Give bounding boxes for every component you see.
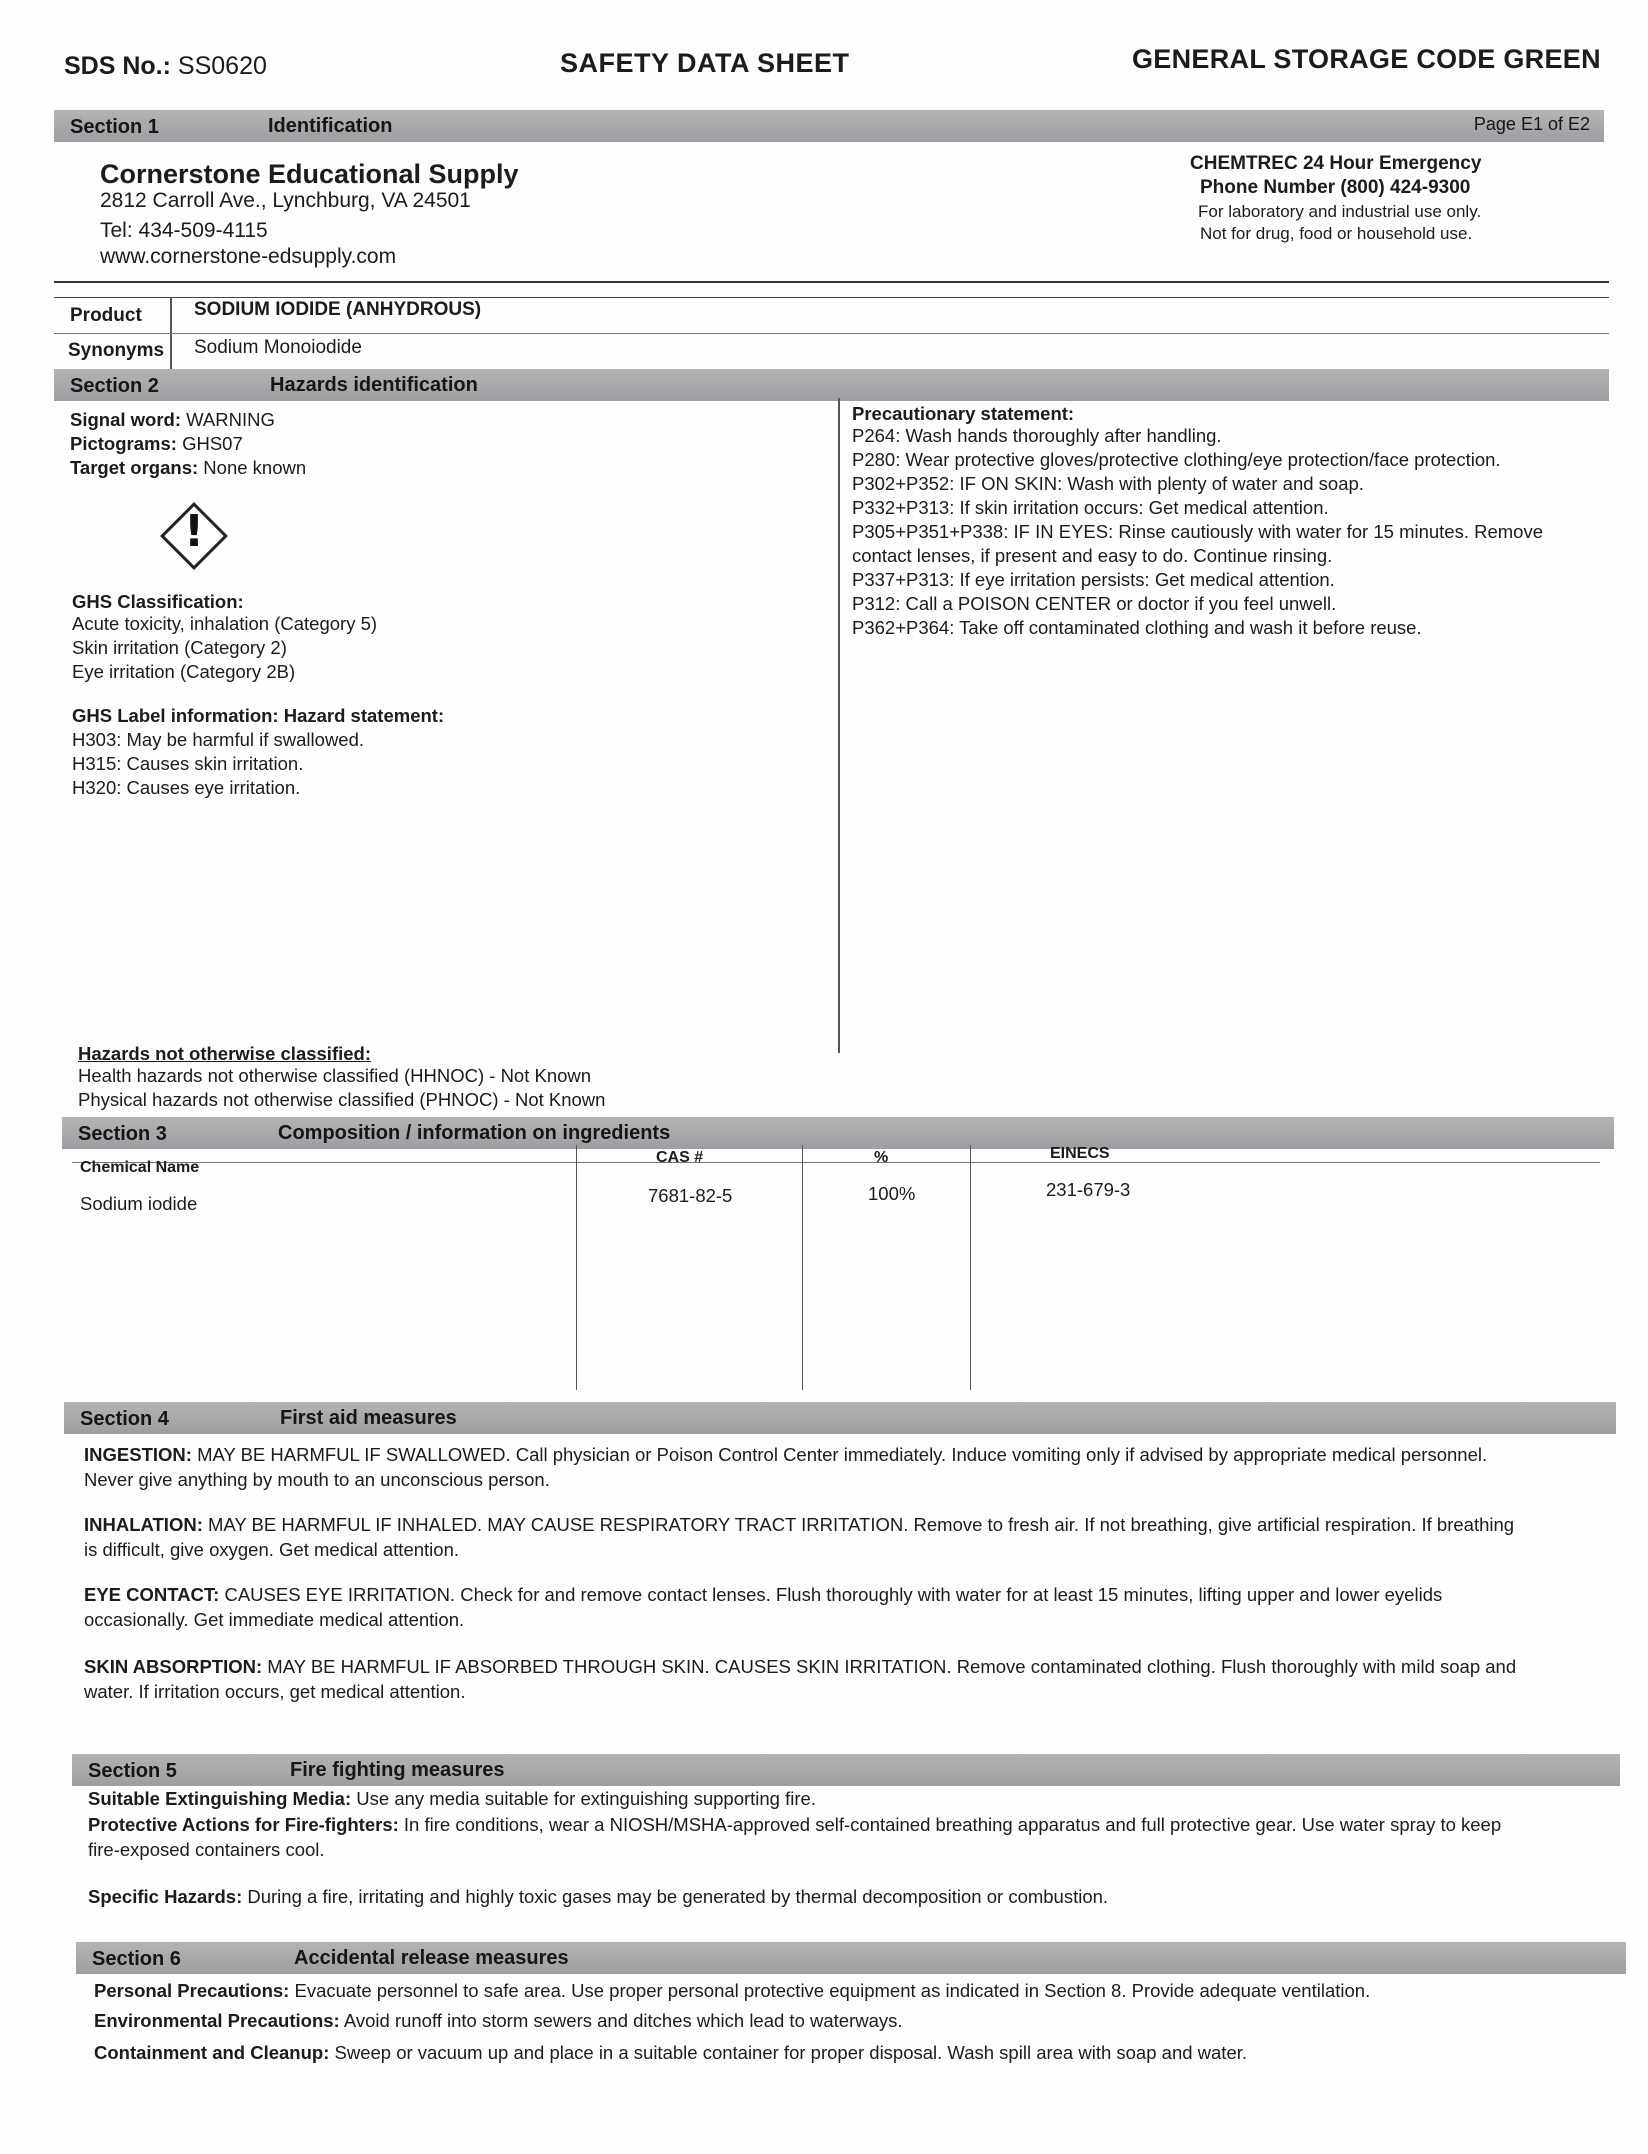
product-label: Product xyxy=(70,305,142,326)
section-5-number: Section 5 xyxy=(88,1760,177,1782)
section-6-number: Section 6 xyxy=(92,1948,181,1970)
target-organs-value: None known xyxy=(203,457,307,478)
inhalation-text-continued: is difficult, give oxygen. Get medical attention. xyxy=(84,1539,459,1560)
product-row-divider xyxy=(54,333,1609,334)
exclamation-mark-icon: ! xyxy=(183,506,205,557)
hnoc-title: Hazards not otherwise classified: xyxy=(78,1043,372,1064)
protective-actions-label: Protective Actions for Fire-fighters: xyxy=(88,1814,399,1835)
section-4-number: Section 4 xyxy=(80,1408,169,1430)
pictograms-label: Pictograms: xyxy=(70,433,177,454)
section-1-number: Section 1 xyxy=(70,116,159,138)
sds-number xyxy=(64,52,267,81)
sds-number-value: SS0620 xyxy=(177,52,267,80)
eye-contact-text: CAUSES EYE IRRITATION. Check for and remove contact lenses. Flush thoroughly with water for at least 15 minutes, lifting upper and lower eyelids xyxy=(224,1584,1443,1605)
precaution-item: P280: Wear protective gloves/protective clothing/eye protection/face protection. xyxy=(852,449,1501,470)
pictograms xyxy=(70,432,243,456)
phnoc-statement: Physical hazards not otherwise classified (PHNOC) - Not Known xyxy=(78,1089,606,1110)
inhalation-label: INHALATION: xyxy=(84,1514,203,1535)
ghs-class-item: Acute toxicity, inhalation (Category 5) xyxy=(72,613,378,634)
product-name: SODIUM IODIDE (ANHYDROUS) xyxy=(194,299,482,320)
target-organs xyxy=(70,456,306,480)
hazard-statement: H315: Causes skin irritation. xyxy=(72,753,304,774)
section-1-title: Identification xyxy=(268,115,393,137)
ingestion-text-continued: Never give anything by mouth to an unconscious person. xyxy=(84,1469,550,1490)
first-aid-eye-contact xyxy=(84,1582,1624,1632)
section-2-title: Hazards identification xyxy=(270,374,478,396)
company-name: Cornerstone Educational Supply xyxy=(100,159,519,189)
specific-hazards xyxy=(88,1884,1628,1909)
skin-absorption-text-continued: water. If irritation occurs, get medical attention. xyxy=(84,1681,466,1702)
ingredient-einecs: 231-679-3 xyxy=(1046,1179,1131,1200)
section-2-header xyxy=(54,369,1609,401)
containment-cleanup-label: Containment and Cleanup: xyxy=(94,2042,330,2063)
precaution-item: P264: Wash hands thoroughly after handling. xyxy=(852,425,1222,446)
hhnoc-statement: Health hazards not otherwise classified (HHNOC) - Not Known xyxy=(78,1065,592,1086)
company-website: www.cornerstone-edsupply.com xyxy=(100,245,397,268)
synonyms-value: Sodium Monoiodide xyxy=(194,337,362,358)
target-organs-label: Target organs: xyxy=(70,457,199,478)
section-4-header xyxy=(64,1402,1616,1434)
precaution-item: P312: Call a POISON CENTER or doctor if you feel unwell. xyxy=(852,593,1337,614)
ingredient-cas: 7681-82-5 xyxy=(648,1185,733,1206)
environmental-precautions-label: Environmental Precautions: xyxy=(94,2010,340,2031)
extinguishing-media-label: Suitable Extinguishing Media: xyxy=(88,1788,352,1809)
ghs07-exclamation-icon xyxy=(156,498,232,574)
first-aid-ingestion xyxy=(84,1442,1624,1492)
containment-cleanup xyxy=(94,2040,1634,2065)
personal-precautions xyxy=(94,1978,1634,2003)
ingredient-percent: 100% xyxy=(868,1183,916,1204)
precautionary-title: Precautionary statement: xyxy=(852,403,1075,424)
section-2-column-divider xyxy=(838,398,840,1053)
col-cas: CAS # xyxy=(656,1149,704,1166)
extinguishing-media-text: Use any media suitable for extinguishing supporting fire. xyxy=(356,1788,816,1809)
section-6-title: Accidental release measures xyxy=(294,1947,569,1969)
col-chemical-name: Chemical Name xyxy=(80,1159,200,1176)
precaution-item-continued: contact lenses, if present and easy to do. Continue rinsing. xyxy=(852,545,1333,566)
ghs-class-item: Skin irritation (Category 2) xyxy=(72,637,287,658)
section-5-title: Fire fighting measures xyxy=(290,1759,505,1781)
synonyms-label: Synonyms xyxy=(68,340,165,361)
personal-precautions-text: Evacuate personnel to safe area. Use proper personal protective equipment as indicated in Section 8. Provide adequate ventilation. xyxy=(294,1980,1371,2001)
skin-absorption-label: SKIN ABSORPTION: xyxy=(84,1656,263,1677)
sds-number-label: SDS No.: xyxy=(64,52,171,80)
ingredient-name: Sodium iodide xyxy=(80,1193,198,1214)
section-2-number: Section 2 xyxy=(70,375,159,397)
ghs-classification-title: GHS Classification: xyxy=(72,591,244,612)
specific-hazards-label: Specific Hazards: xyxy=(88,1886,243,1907)
col-percent: % xyxy=(874,1149,889,1166)
precaution-item: P332+P313: If skin irritation occurs: Get medical attention. xyxy=(852,497,1329,518)
signal-word xyxy=(70,408,275,432)
specific-hazards-text: During a fire, irritating and highly toxic gases may be generated by thermal decomposition or combustion. xyxy=(247,1886,1109,1907)
precaution-item: P362+P364: Take off contaminated clothing and wash it before reuse. xyxy=(852,617,1422,638)
environmental-precautions xyxy=(94,2008,1634,2033)
section-3-title: Composition / information on ingredients xyxy=(278,1122,671,1144)
composition-col-divider xyxy=(802,1145,803,1390)
emergency-not-for-note: Not for drug, food or household use. xyxy=(1200,224,1473,243)
signal-word-label: Signal word: xyxy=(70,409,181,430)
firefighter-protective-actions xyxy=(88,1812,1628,1862)
protective-actions-text-continued: fire-exposed containers cool. xyxy=(88,1839,325,1860)
section-3-header xyxy=(62,1117,1614,1149)
precaution-item: P305+P351+P338: IF IN EYES: Rinse cautiously with water for 15 minutes. Remove xyxy=(852,521,1544,542)
col-einecs: EINECS xyxy=(1050,1145,1110,1162)
company-address: 2812 Carroll Ave., Lynchburg, VA 24501 xyxy=(100,189,471,212)
composition-col-divider xyxy=(576,1145,577,1390)
extinguishing-media xyxy=(88,1786,1628,1811)
section-5-header xyxy=(72,1754,1620,1786)
composition-header-rule xyxy=(72,1162,1600,1163)
protective-actions-text: In fire conditions, wear a NIOSH/MSHA-approved self-contained breathing apparatus and full protective gear. Use water spray to keep xyxy=(403,1814,1502,1835)
company-tel: Tel: 434-509-4115 xyxy=(100,219,268,242)
personal-precautions-label: Personal Precautions: xyxy=(94,1980,290,2001)
document-title: SAFETY DATA SHEET xyxy=(560,48,850,78)
ghs-class-item: Eye irritation (Category 2B) xyxy=(72,661,296,682)
emergency-phone: Phone Number (800) 424-9300 xyxy=(1200,177,1471,198)
emergency-line-1: CHEMTREC 24 Hour Emergency xyxy=(1190,153,1482,174)
emergency-use-note: For laboratory and industrial use only. xyxy=(1198,202,1482,221)
ingestion-label: INGESTION: xyxy=(84,1444,192,1465)
section-1-header xyxy=(54,110,1604,142)
hazard-statement: H303: May be harmful if swallowed. xyxy=(72,729,365,750)
page-reference: Page E1 of E2 xyxy=(1473,114,1590,134)
environmental-precautions-text: Avoid runoff into storm sewers and ditches which lead to waterways. xyxy=(343,2010,903,2031)
product-top-rule xyxy=(54,281,1609,283)
eye-contact-label: EYE CONTACT: xyxy=(84,1584,220,1605)
storage-code: GENERAL STORAGE CODE GREEN xyxy=(1132,44,1601,74)
section-4-title: First aid measures xyxy=(280,1407,457,1429)
ghs-label-info-title: GHS Label information: Hazard statement: xyxy=(72,705,445,726)
composition-col-divider xyxy=(970,1145,971,1390)
inhalation-text: MAY BE HARMFUL IF INHALED. MAY CAUSE RESPIRATORY TRACT IRRITATION. Remove to fresh air. If not breathing, give artificial respiration. If breathing xyxy=(208,1514,1515,1535)
first-aid-inhalation xyxy=(84,1512,1624,1562)
signal-word-value: WARNING xyxy=(186,409,275,430)
precaution-item: P337+P313: If eye irritation persists: Get medical attention. xyxy=(852,569,1335,590)
containment-cleanup-text: Sweep or vacuum up and place in a suitable container for proper disposal. Wash spill area with soap and water. xyxy=(334,2042,1248,2063)
ingestion-text: MAY BE HARMFUL IF SWALLOWED. Call physician or Poison Control Center immediately. Induce vomiting only if advised by appropriate medical personnel. xyxy=(197,1444,1488,1465)
skin-absorption-text: MAY BE HARMFUL IF ABSORBED THROUGH SKIN. CAUSES SKIN IRRITATION. Remove contaminated clothing. Flush thoroughly with mild soap and xyxy=(267,1656,1517,1677)
hazard-statement: H320: Causes eye irritation. xyxy=(72,777,301,798)
pictograms-value: GHS07 xyxy=(182,433,243,454)
precaution-item: P302+P352: IF ON SKIN: Wash with plenty of water and soap. xyxy=(852,473,1364,494)
eye-contact-text-continued: occasionally. Get immediate medical attention. xyxy=(84,1609,465,1630)
section-3-number: Section 3 xyxy=(78,1123,167,1145)
first-aid-skin-absorption xyxy=(84,1654,1624,1704)
section-6-header xyxy=(76,1942,1626,1974)
